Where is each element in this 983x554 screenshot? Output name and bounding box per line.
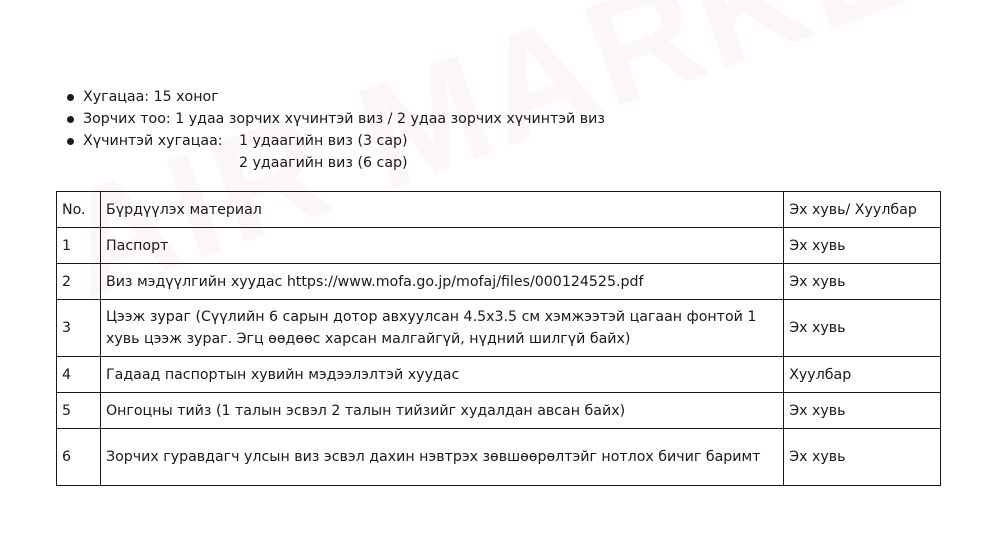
info-validity [64, 130, 605, 152]
row-no: 3 [57, 300, 101, 357]
info-duration [64, 86, 605, 108]
row-material: Зорчих гуравдагч улсын виз эсвэл дахин нэвтрэх зөвшөөрөлтэйг нотлох бичиг баримт [100, 429, 783, 486]
bullet-icon [67, 94, 74, 101]
row-type: Эх хувь [784, 300, 941, 357]
row-type: Эх хувь [784, 429, 941, 486]
bullet-icon [67, 138, 74, 145]
visa-info-list [64, 86, 605, 174]
table-row [57, 393, 941, 429]
info-entries [64, 108, 605, 130]
validity-label: Хүчинтэй хугацаа: [83, 133, 223, 149]
table-row [57, 264, 941, 300]
entries-text: Зорчих тоо: 1 удаа зорчих хүчинтэй виз / 2 удаа зорчих хүчинтэй виз [83, 111, 605, 127]
table-row [57, 357, 941, 393]
table-header-row [57, 192, 941, 228]
validity-double: 2 удаагийн виз (6 сар) [239, 155, 408, 171]
row-type: Эх хувь [784, 393, 941, 429]
row-no: 1 [57, 228, 101, 264]
row-type: Эх хувь [784, 228, 941, 264]
row-no: 4 [57, 357, 101, 393]
info-validity-second [64, 152, 605, 174]
row-material: Онгоцны тийз (1 талын эсвэл 2 талын тийзийг худалдан авсан байх) [100, 393, 783, 429]
row-no: 5 [57, 393, 101, 429]
row-type: Хуулбар [784, 357, 941, 393]
row-material: Цээж зураг (Сүүлийн 6 сарын дотор авхуулсан 4.5x3.5 см хэмжээтэй цагаан фонтой 1 хувь цээж зураг. Эгц өөдөөс харсан малгайгүй, нүдний шилгүй байх) [100, 300, 783, 357]
header-type: Эх хувь/ Хуулбар [784, 192, 941, 228]
duration-text: Хугацаа: 15 хоног [83, 89, 219, 105]
row-type: Эх хувь [784, 264, 941, 300]
table-row [57, 228, 941, 264]
validity-single: 1 удаагийн виз (3 сар) [239, 133, 408, 149]
bullet-icon [67, 116, 74, 123]
header-material: Бүрдүүлэх материал [100, 192, 783, 228]
row-material: Виз мэдүүлгийн хуудас https://www.mofa.go.jp/mofaj/files/000124525.pdf [100, 264, 783, 300]
table-row [57, 429, 941, 486]
documents-table [56, 191, 941, 486]
header-no: No. [57, 192, 101, 228]
row-material: Гадаад паспортын хувийн мэдээлэлтэй хуудас [100, 357, 783, 393]
table-row [57, 300, 941, 357]
row-no: 2 [57, 264, 101, 300]
row-material: Паспорт [100, 228, 783, 264]
row-no: 6 [57, 429, 101, 486]
